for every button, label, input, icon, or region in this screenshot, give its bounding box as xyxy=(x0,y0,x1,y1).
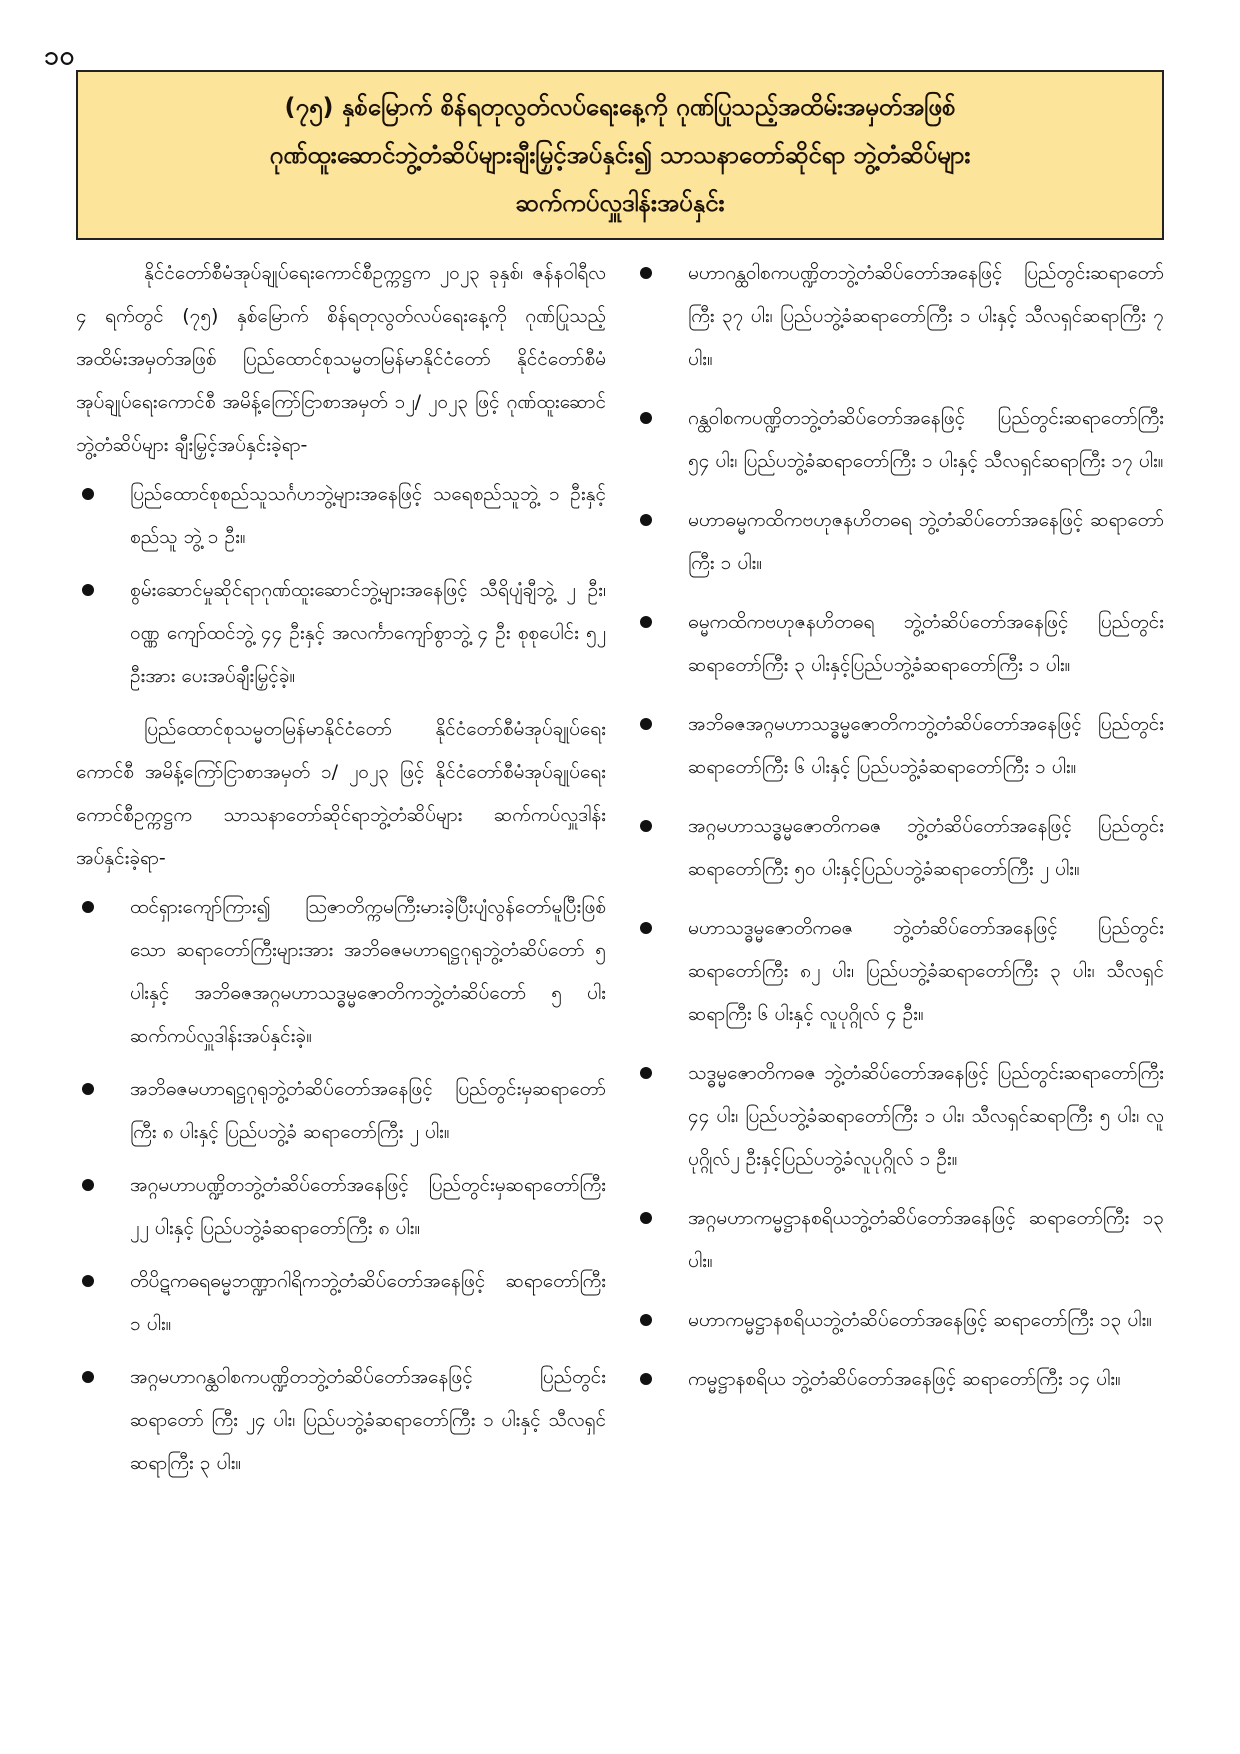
bullet-icon xyxy=(82,1179,94,1191)
list-item xyxy=(634,1299,1164,1342)
list-item-text: မဟာဓမ္မကထိကဗဟုဇနဟိတဓရ ဘွဲ့တံဆိပ်တော်အနေဖြင့် ဆရာတော်ကြီး ၁ ပါး။ xyxy=(688,509,1164,574)
list-item-text: မဟာဂန္ထဝါစကပဏ္ဍိတဘွဲ့တံဆိပ်တော်အနေဖြင့် ပြည်တွင်းဆရာတော်ကြီး ၃၇ ပါး၊ ပြည်ပဘွဲ့ခံဆရာတော်ကြီး ၁ ပါးနှင့် သီလရှင်ဆရာကြီး ၇ ပါး။ xyxy=(688,262,1164,370)
bullet-icon xyxy=(82,1275,94,1287)
list-item-text: သဒ္ဓမ္မဇောတိကဓဇ ဘွဲ့တံဆိပ်တော်အနေဖြင့် ပြည်တွင်းဆရာတော်ကြီး ၄၄ ပါး၊ ပြည်ပဘွဲ့ခံဆရာတော်ကြီး ၁ ပါး၊ သီလရှင်ဆရာကြီး ၅ ပါး၊ လူပုဂ္ဂိုလ်၂ ဦးနှင့်ပြည်ပဘွဲ့ခံလူပုဂ္ဂိုလ် ၁ ဦး။ xyxy=(688,1062,1164,1170)
bullet-icon xyxy=(82,1371,94,1383)
list-item xyxy=(76,1356,606,1485)
list-item-text: ပြည်ထောင်စုစည်သူသင်္ဂဟဘွဲ့များအနေဖြင့် သရေစည်သူဘွဲ့ ၁ ဦးနှင့် စည်သူ ဘွဲ့ ၁ ဦး။ xyxy=(130,483,606,548)
bullet-icon xyxy=(640,1373,652,1385)
title-box xyxy=(76,70,1164,240)
list-item-text: ထင်ရှားကျော်ကြား၍ သြဇာတိက္ကမကြီးမားခဲ့ပြီးပျံလွန်တော်မူပြီးဖြစ်သော ဆရာတော်ကြီးများအား အဘိဓဇမဟာရဋ္ဌဂုရုဘွဲ့တံဆိပ်တော် ၅ ပါးနှင့် အဘိဓဇအဂ္ဂမဟာသဒ္ဓမ္မဇောတိကဘွဲ့တံဆိပ်တော် ၅ ပါး ဆက်ကပ်လှူဒါန်းအပ်နှင်းခဲ့။ xyxy=(130,896,606,1047)
list-item xyxy=(634,703,1164,789)
list-item xyxy=(634,1052,1164,1181)
list-item-text: တိပိဋကဓရဓမ္မဘဏ္ဍာဂါရိကဘွဲ့တံဆိပ်တော်အနေဖြင့် ဆရာတော်ကြီး ၁ ပါး။ xyxy=(130,1270,606,1335)
bullet-icon xyxy=(640,412,652,424)
bullet-icon xyxy=(640,718,652,730)
list-item-text: ဓမ္မကထိကဗဟုဇနဟိတဓရ ဘွဲ့တံဆိပ်တော်အနေဖြင့် ပြည်တွင်းဆရာတော်ကြီး ၃ ပါးနှင့်ပြည်ပဘွဲ့ခံဆရာတော်ကြီး ၁ ပါး။ xyxy=(688,611,1164,676)
bullet-icon xyxy=(640,820,652,832)
list-item-text: မဟာသဒ္ဓမ္မဇောတိကဓဇ ဘွဲ့တံဆိပ်တော်အနေဖြင့် ပြည်တွင်းဆရာတော်ကြီး ၈၂ ပါး၊ ပြည်ပဘွဲ့ခံဆရာတော်ကြီး ၃ ပါး၊ သီလရှင်ဆရာကြီး ၆ ပါးနှင့် လူပုဂ္ဂိုလ် ၄ ဦး။ xyxy=(688,917,1164,1025)
title-line-1: (၇၅) နှစ်မြောက် စိန်ရတုလွတ်လပ်ရေးနေ့ကို ဂုဏ်ပြုသည့်အထိမ်းအမှတ်အဖြစ် xyxy=(284,93,956,121)
list-item xyxy=(634,601,1164,687)
right-column xyxy=(634,252,1164,1417)
list-item xyxy=(76,886,606,1058)
bullet-icon xyxy=(82,1083,94,1095)
left-column xyxy=(76,252,606,1495)
list-item xyxy=(76,1068,606,1154)
bullet-icon xyxy=(640,514,652,526)
list-item xyxy=(634,907,1164,1036)
list-item-text: အဂ္ဂမဟာသဒ္ဓမ္မဇောတိကဓဇ ဘွဲ့တံဆိပ်တော်အနေဖြင့် ပြည်တွင်းဆရာတော်ကြီး ၅၀ ပါးနှင့်ပြည်ပဘွဲ့ခံဆရာတော်ကြီး ၂ ပါး။ xyxy=(688,815,1164,880)
bullet-icon xyxy=(640,1314,652,1326)
list-item-text: အဂ္ဂမဟာပဏ္ဍိတဘွဲ့တံဆိပ်တော်အနေဖြင့် ပြည်တွင်းမှဆရာတော်ကြီး ၂၂ ပါးနှင့် ပြည်ပဘွဲ့ခံဆရာတော်ကြီး ၈ ပါး။ xyxy=(130,1174,606,1239)
list-item-text: အဂ္ဂမဟာဂန္ထဝါစကပဏ္ဍိတဘွဲ့တံဆိပ်တော်အနေဖြင့် ပြည်တွင်းဆရာတော် ကြီး ၂၄ ပါး၊ ပြည်ပဘွဲ့ခံဆရာတော်ကြီး ၁ ပါးနှင့် သီလရှင်ဆရာကြီး ၃ ပါး။ xyxy=(130,1366,606,1474)
list-item xyxy=(634,397,1164,483)
second-paragraph: ပြည်ထောင်စုသမ္မတမြန်မာနိုင်ငံတော် နိုင်ငံတော်စီမံအုပ်ချုပ်ရေးကောင်စီ အမိန့်ကြော်ငြာစာအမှတ် ၁/ ၂၀၂၃ ဖြင့် နိုင်ငံတော်စီမံအုပ်ချုပ်ရေးကောင်စီဥက္ကဋ္ဌက သာသနာတော်ဆိုင်ရာဘွဲ့တံဆိပ်များ ဆက်ကပ်လှူဒါန်းအပ်နှင်းခဲ့ရာ- xyxy=(76,718,606,869)
list-item-text: ကမ္မဋ္ဌာနစရိယ ဘွဲ့တံဆိပ်တော်အနေဖြင့် ဆရာတော်ကြီး ၁၄ ပါး။ xyxy=(688,1368,1121,1390)
bullet-list-a xyxy=(76,473,606,698)
bullet-icon xyxy=(82,901,94,913)
list-item-text: အဘိဓဇအဂ္ဂမဟာသဒ္ဓမ္မဇောတိကဘွဲ့တံဆိပ်တော်အနေဖြင့် ပြည်တွင်းဆရာတော်ကြီး ၆ ပါးနှင့် ပြည်ပဘွဲ့ခံဆရာတော်ကြီး ၁ ပါး။ xyxy=(688,713,1164,778)
bullet-icon xyxy=(640,1212,652,1224)
list-item xyxy=(634,1358,1164,1401)
bullet-list-right xyxy=(634,252,1164,1401)
list-item-text: ဂန္ထဝါစကပဏ္ဍိတဘွဲ့တံဆိပ်တော်အနေဖြင့် ပြည်တွင်းဆရာတော်ကြီး ၅၄ ပါး၊ ပြည်ပဘွဲ့ခံဆရာတော်ကြီး ၁ ပါးနှင့် သီလရှင်ဆရာကြီး ၁၇ ပါး။ xyxy=(688,407,1164,472)
page-number: ၁၀ xyxy=(44,41,76,71)
title-line-3: ဆက်ကပ်လှူဒါန်းအပ်နှင်း xyxy=(515,189,725,217)
list-item xyxy=(76,473,606,559)
bullet-list-b xyxy=(76,886,606,1485)
list-item xyxy=(634,805,1164,891)
list-item xyxy=(76,1260,606,1346)
title-line-2: ဂုဏ်ထူးဆောင်ဘွဲ့တံဆိပ်များချီးမြှင့်အပ်နှင်း၍ သာသနာတော်ဆိုင်ရာ ဘွဲ့တံဆိပ်များ xyxy=(269,141,971,169)
list-item xyxy=(634,1197,1164,1283)
bullet-icon xyxy=(640,922,652,934)
list-item-text: အဂ္ဂမဟာကမ္မဋ္ဌာနစရိယဘွဲ့တံဆိပ်တော်အနေဖြင့် ဆရာတော်ကြီး ၁၃ ပါး။ xyxy=(688,1207,1164,1272)
bullet-icon xyxy=(640,1067,652,1079)
intro-paragraph: နိုင်ငံတော်စီမံအုပ်ချုပ်ရေးကောင်စီဥက္ကဋ္ဌက ၂၀၂၃ ခုနှစ်၊ ဇန်နဝါရီလ ၄ ရက်တွင် (၇၅) နှစ်မြောက် စိန်ရတုလွတ်လပ်ရေးနေ့ကို ဂုဏ်ပြုသည့်အထိမ်းအမှတ်အဖြစ် ပြည်ထောင်စုသမ္မတမြန်မာနိုင်ငံတော် နိုင်ငံတော်စီမံအုပ်ချုပ်ရေးကောင်စီ အမိန့်ကြော်ငြာစာအမှတ် ၁၂/ ၂၀၂၃ ဖြင့် ဂုဏ်ထူးဆောင်ဘွဲ့တံဆိပ်များ ချီးမြှင့်အပ်နှင်းခဲ့ရာ- xyxy=(76,262,606,456)
bullet-icon xyxy=(82,488,94,500)
list-item xyxy=(76,1164,606,1250)
list-item-text: စွမ်းဆောင်မှုဆိုင်ရာဂုဏ်ထူးဆောင်ဘွဲ့များအနေဖြင့် သီရိပျံချီဘွဲ့ ၂ ဦး၊ ဝဏ္ဏ ကျော်ထင်ဘွဲ့ ၄၄ ဦးနှင့် အလင်္ကာကျော်စွာဘွဲ့ ၄ ဦး စုစုပေါင်း ၅၂ ဦးအား ပေးအပ်ချီးမြှင့်ခဲ့။ xyxy=(130,579,606,687)
list-item-text: မဟာကမ္မဋ္ဌာနစရိယဘွဲ့တံဆိပ်တော်အနေဖြင့် ဆရာတော်ကြီး ၁၃ ပါး။ xyxy=(688,1309,1153,1331)
list-item-text: အဘိဓဇမဟာရဋ္ဌဂုရုဘွဲ့တံဆိပ်တော်အနေဖြင့် ပြည်တွင်းမှဆရာတော်ကြီး ၈ ပါးနှင့် ပြည်ပဘွဲ့ခံ ဆရာတော်ကြီး ၂ ပါး။ xyxy=(130,1078,606,1143)
bullet-icon xyxy=(82,584,94,596)
bullet-icon xyxy=(640,616,652,628)
bullet-icon xyxy=(640,267,652,279)
list-item xyxy=(76,569,606,698)
list-item xyxy=(634,252,1164,381)
list-item xyxy=(634,499,1164,585)
